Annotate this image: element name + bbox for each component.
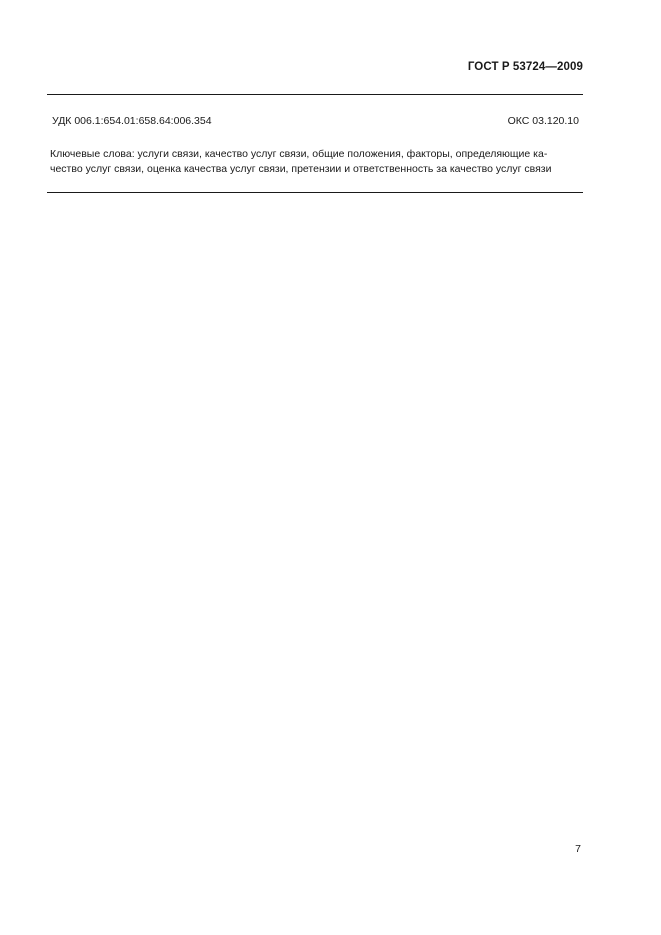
keywords-paragraph xyxy=(50,147,580,177)
bottom-divider xyxy=(47,192,583,193)
keywords-line-2: чество услуг связи, оценка качества услуг связи, претензии и ответственность за качество услуг связи xyxy=(50,163,552,175)
page-number: 7 xyxy=(575,843,581,855)
top-divider xyxy=(47,94,583,95)
oks-code: ОКС 03.120.10 xyxy=(507,115,579,127)
keywords-line-1: Ключевые слова: услуги связи, качество услуг связи, общие положения, факторы, определяющие ка- xyxy=(50,148,548,160)
standard-code: ГОСТ Р 53724—2009 xyxy=(467,61,583,73)
udk-code: УДК 006.1:654.01:658.64:006.354 xyxy=(52,115,212,127)
